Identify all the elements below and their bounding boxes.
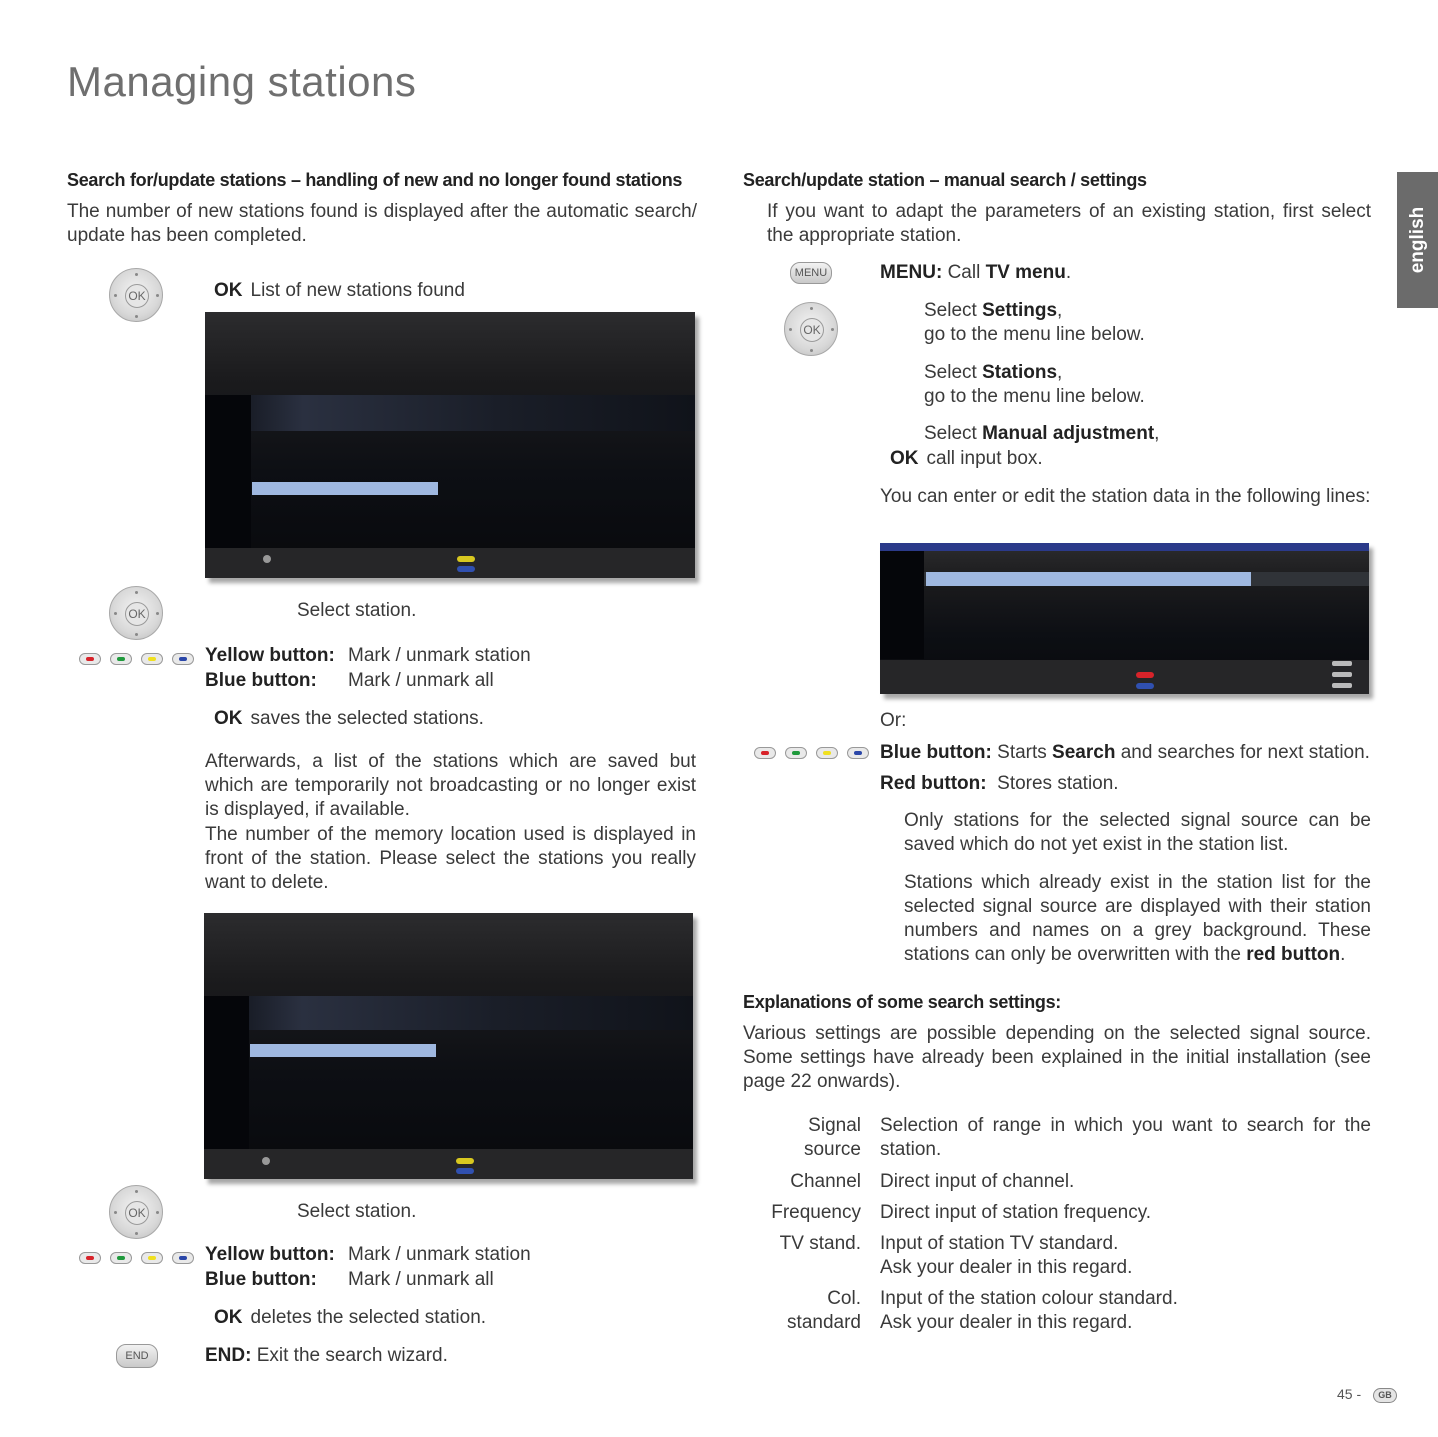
- language-tab: [1397, 172, 1438, 308]
- select-word: Select: [924, 423, 977, 444]
- blue-button-label: Blue button:: [880, 742, 992, 763]
- stations-label: Stations: [982, 362, 1058, 383]
- ok-key: OK: [214, 1307, 243, 1328]
- select-word: Select: [924, 300, 977, 321]
- left-intro: The number of new stations found is displayed after the automatic search/ update has been completed.: [67, 201, 697, 246]
- country-badge: GB: [1373, 1388, 1397, 1403]
- definition-note: Ask your dealer in this regard.: [880, 1312, 1133, 1333]
- definition-term: Signal source: [803, 1115, 861, 1160]
- definition-desc: Direct input of channel.: [880, 1171, 1075, 1192]
- blue-button-line: [880, 741, 1370, 765]
- end-line: [205, 1344, 448, 1368]
- afterwards-paragraph-1: Afterwards, a list of the stations which are saved but which are temporarily not broadcasting or no longer exist is displayed, if available.: [205, 751, 696, 820]
- ok-icon-label: OK: [800, 318, 824, 342]
- page-title: Managing stations: [67, 58, 417, 105]
- colour-buttons-icon: [79, 1252, 197, 1266]
- definition-desc: Selection of range in which you want to search for the station.: [880, 1115, 1371, 1160]
- or-text: Or:: [880, 710, 907, 731]
- menu-line: MENU: Call TV menu.: [880, 262, 1072, 283]
- select-settings-line: Select Settings, go to the menu line below.: [924, 300, 1145, 345]
- ok-deletes-line: [214, 1306, 486, 1330]
- select-manual-line: Select Manual adjustment,: [924, 423, 1160, 444]
- definition-note: Ask your dealer in this regard.: [880, 1257, 1133, 1278]
- definition-desc: Input of station TV standard.: [880, 1233, 1119, 1254]
- select-station-text: Select station.: [297, 1201, 417, 1222]
- blue-button-label: Blue button:: [205, 1269, 317, 1290]
- ok-button-icon: [109, 268, 163, 322]
- definition-term: Frequency: [771, 1202, 861, 1223]
- ok-icon-label: OK: [125, 1201, 149, 1225]
- go-below-text: go to the menu line below.: [924, 324, 1145, 345]
- existing-stations-body: Stations which already exist in the station list for the selected signal source are displayed with their station numbers and names on a grey background. These stations can only be overwritten with the: [904, 872, 1371, 965]
- ok-call-input-line: [890, 447, 1043, 471]
- ok-new-stations-line: [214, 279, 465, 303]
- definition-desc: Input of the station colour standard.: [880, 1288, 1178, 1309]
- ok-icon-label: OK: [125, 284, 149, 308]
- blue-button-label: Blue button:: [205, 670, 317, 691]
- go-below-text: go to the menu line below.: [924, 386, 1145, 407]
- blue-button-text: Mark / unmark all: [348, 670, 494, 691]
- select-station-text: Select station.: [297, 600, 417, 621]
- colour-buttons-icon: [754, 747, 872, 761]
- ok-key: OK: [890, 448, 919, 469]
- page-number: 45 -: [1337, 1386, 1362, 1402]
- end-label: END:: [205, 1345, 252, 1366]
- search-label: Search: [1052, 742, 1116, 763]
- selected-station-row: [250, 1044, 436, 1057]
- explanations-heading: Explanations of some search settings:: [743, 992, 1061, 1012]
- ok-button-icon: [784, 302, 838, 356]
- blue-text-a: Starts: [997, 742, 1047, 763]
- only-stations-text: Only stations for the selected signal source can be saved which do not yet exist in the station list.: [904, 810, 1371, 855]
- call-input-text: call input box.: [926, 448, 1043, 469]
- yellow-button-label: Yellow button:: [205, 1244, 335, 1265]
- menu-target: TV menu: [985, 262, 1066, 283]
- blue-button-line: [205, 1268, 494, 1292]
- ok-button-icon: [109, 1185, 163, 1239]
- blue-button-text: Mark / unmark all: [348, 1269, 494, 1290]
- definition-term: TV stand.: [779, 1233, 861, 1254]
- red-button-label: Red button:: [880, 773, 987, 794]
- selected-station-row: [252, 482, 438, 495]
- end-text: Exit the search wizard.: [256, 1345, 448, 1366]
- select-word: Select: [924, 362, 977, 383]
- blue-text-b: and searches for next station.: [1120, 742, 1370, 763]
- yellow-button-line: [205, 1243, 531, 1267]
- ok-button-icon: [109, 586, 163, 640]
- menu-call: Call: [947, 262, 981, 283]
- ok-saves-line: [214, 707, 484, 731]
- yellow-button-label: Yellow button:: [205, 645, 335, 666]
- ok-deletes-text: deletes the selected station.: [250, 1307, 487, 1328]
- tv-screen-delete-stations: [204, 913, 693, 1179]
- red-button-line: [880, 772, 1119, 796]
- colour-buttons-icon: [79, 653, 197, 667]
- tv-screen-manual-adjustment: [880, 543, 1369, 694]
- ok-key: OK: [214, 708, 243, 729]
- language-tab-label: english: [1407, 206, 1428, 274]
- yellow-button-line: [205, 644, 531, 668]
- manual-adjustment-label: Manual adjustment: [982, 423, 1155, 444]
- red-button-text: Stores station.: [997, 773, 1119, 794]
- selected-station-row: [926, 572, 1251, 586]
- end-button-icon: END: [116, 1344, 158, 1368]
- ok-new-stations-text: List of new stations found: [250, 280, 465, 301]
- menu-button-icon: MENU: [790, 262, 832, 284]
- blue-button-line: [205, 669, 494, 693]
- select-stations-line: Select Stations, go to the menu line below.: [924, 362, 1145, 407]
- definition-desc: Direct input of station frequency.: [880, 1202, 1152, 1223]
- ok-icon-label: OK: [125, 602, 149, 626]
- explanations-intro: Various settings are possible depending on the selected signal source. Some settings have already been explained in the initial installation (see page 22 onwards).: [743, 1023, 1371, 1092]
- existing-stations-text: Stations which already exist in the station list for the selected signal source are displayed with their station numbers and names on a grey background. These stations can only be overwritten with the red button.: [904, 872, 1371, 965]
- definition-term: Channel: [790, 1171, 861, 1192]
- red-button-bold: red button: [1246, 944, 1341, 965]
- yellow-button-text: Mark / unmark station: [348, 645, 531, 666]
- right-intro: If you want to adapt the parameters of an existing station, first select the appropriate station.: [767, 201, 1371, 246]
- definition-term: Col. standard: [787, 1288, 861, 1333]
- left-section-heading: Search for/update stations – handling of new and no longer found stations: [67, 170, 683, 190]
- edit-text: You can enter or edit the station data in the following lines:: [880, 486, 1371, 507]
- right-section-heading: Search/update station – manual search / settings: [743, 170, 1147, 190]
- menu-label: MENU:: [880, 262, 943, 283]
- tv-screen-new-stations: [205, 312, 695, 578]
- yellow-button-text: Mark / unmark station: [348, 1244, 531, 1265]
- settings-label: Settings: [982, 300, 1058, 321]
- ok-saves-text: saves the selected stations.: [250, 708, 484, 729]
- ok-key: OK: [214, 280, 243, 301]
- afterwards-paragraph-2: The number of the memory location used is displayed in front of the station. Please select the stations you really want to delete.: [205, 824, 696, 893]
